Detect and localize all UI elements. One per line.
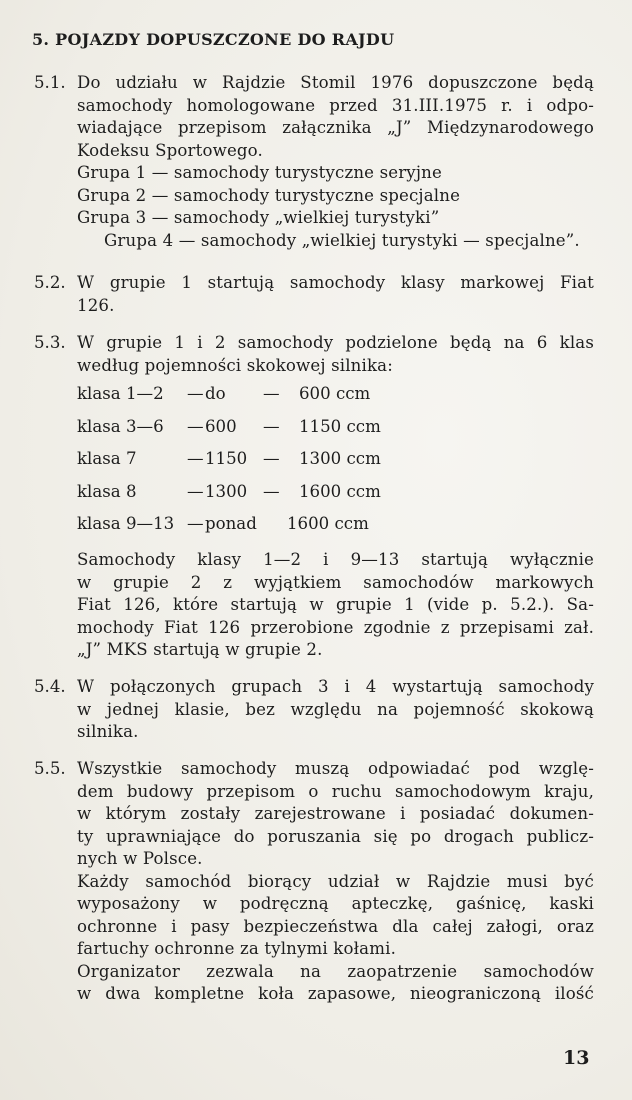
section-5-2 — [34, 272, 594, 317]
class-name: klasa 7 — [77, 449, 137, 468]
dash: — — [187, 514, 204, 533]
text-line: W grupie 1 startują samochody klasy markowej Fiat — [77, 273, 594, 292]
class-from: 1150 — [205, 449, 248, 468]
class-to: 1150 ccm — [299, 416, 381, 436]
text-line: dem budowy przepisom o ruchu samochodowym kraju, — [77, 781, 594, 801]
dash: — — [187, 481, 204, 501]
text-line: samochody homologowane przed 31.III.1975 r. i odpo- — [77, 95, 594, 115]
text-line: ochronne i pasy bezpieczeństwa dla całej załogi, oraz — [77, 916, 594, 936]
section-number: 5.5. — [34, 759, 66, 778]
class-name: klasa 3—6 — [77, 416, 164, 436]
text-line: w którym zostały zarejestrowane i posiadać dokumen- — [77, 804, 594, 823]
class-from: do — [205, 384, 226, 403]
section-number: 5.2. — [34, 273, 66, 292]
section-number: 5.1. — [34, 73, 66, 92]
text-line: Samochody klasy 1—2 i 9—13 startują wyłącznie — [77, 550, 594, 569]
text-line: Każdy samochód biorący udział w Rajdzie musi być — [77, 871, 594, 891]
text-line: w dwa kompletne koła zapasowe, nieograniczoną ilość — [77, 984, 594, 1003]
text-line: w jednej klasie, bez względu na pojemność skokową — [77, 699, 594, 719]
classes-note — [34, 549, 594, 662]
text-line: Wszystkie samochody muszą odpowiadać pod wzglę- — [77, 759, 594, 778]
class-to: 600 ccm — [299, 384, 371, 403]
section-number: 5.4. — [34, 677, 66, 696]
section-5-1 — [34, 72, 594, 252]
dash: — — [263, 416, 280, 436]
class-to: 1600 ccm — [287, 514, 369, 533]
class-to: 1300 ccm — [299, 449, 381, 468]
section-5-5 — [34, 758, 594, 1006]
text-line: W połączonych grupach 3 i 4 wystartują samochody — [77, 677, 594, 696]
page-number: 13 — [563, 1047, 590, 1069]
dash: — — [263, 384, 280, 403]
text-line: Fiat 126, które startują w grupie 1 (vide p. 5.2.). Sa- — [77, 595, 594, 614]
dash: — — [187, 416, 204, 436]
class-from: 600 — [205, 416, 237, 436]
class-to: 1600 ccm — [299, 481, 381, 501]
text-line: ty uprawniające do poruszania się po drogach publicz- — [77, 826, 594, 846]
group-line: Grupa 2 — samochody turystyczne specjalne — [77, 185, 461, 205]
text-line: W grupie 1 i 2 samochody podzielone będą na 6 klas — [77, 333, 594, 352]
text-line: Do udziału w Rajdzie Stomil 1976 dopuszczone będą — [77, 73, 594, 92]
dash: — — [263, 449, 280, 468]
dash: — — [187, 449, 204, 468]
text-line: w grupie 2 z wyjątkiem samochodów markowych — [77, 572, 594, 592]
dash: — — [263, 481, 280, 501]
text-line: fartuchy ochronne za tylnymi kołami. — [77, 939, 396, 958]
text-line: Kodeksu Sportowego. — [77, 140, 263, 160]
group-line: Grupa 3 — samochody „wielkiej turystyki” — [77, 208, 440, 227]
text-line: według pojemności skokowej silnika: — [77, 355, 393, 375]
class-from: 1300 — [205, 481, 248, 501]
section-heading: 5. POJAZDY DOPUSZCZONE DO RAJDU — [32, 30, 395, 49]
dash: — — [187, 384, 204, 403]
class-from: ponad — [205, 514, 257, 533]
text-line: nych w Polsce. — [77, 849, 203, 868]
text-line: Organizator zezwala na zaopatrzenie samochodów — [77, 961, 594, 981]
text-line: wiadające przepisom załącznika „J” Międzynarodowego — [77, 118, 594, 137]
class-name: klasa 8 — [77, 481, 137, 501]
group-line: Grupa 4 — samochody „wielkiej turystyki — specjalne”. — [104, 230, 580, 250]
text-line: „J” MKS startują w grupie 2. — [77, 640, 323, 659]
group-line: Grupa 1 — samochody turystyczne seryjne — [77, 163, 442, 182]
text-line: 126. — [77, 295, 115, 315]
section-number: 5.3. — [34, 333, 66, 352]
text-line: wyposażony w podręczną apteczkę, gaśnicę, kaski — [77, 894, 594, 913]
class-name: klasa 1—2 — [77, 384, 164, 403]
section-5-4 — [34, 676, 594, 744]
class-name: klasa 9—13 — [77, 514, 175, 533]
text-line: mochody Fiat 126 przerobione zgodnie z przepisami zał. — [77, 617, 594, 637]
section-5-3 — [34, 332, 594, 377]
text-line: silnika. — [77, 722, 139, 741]
